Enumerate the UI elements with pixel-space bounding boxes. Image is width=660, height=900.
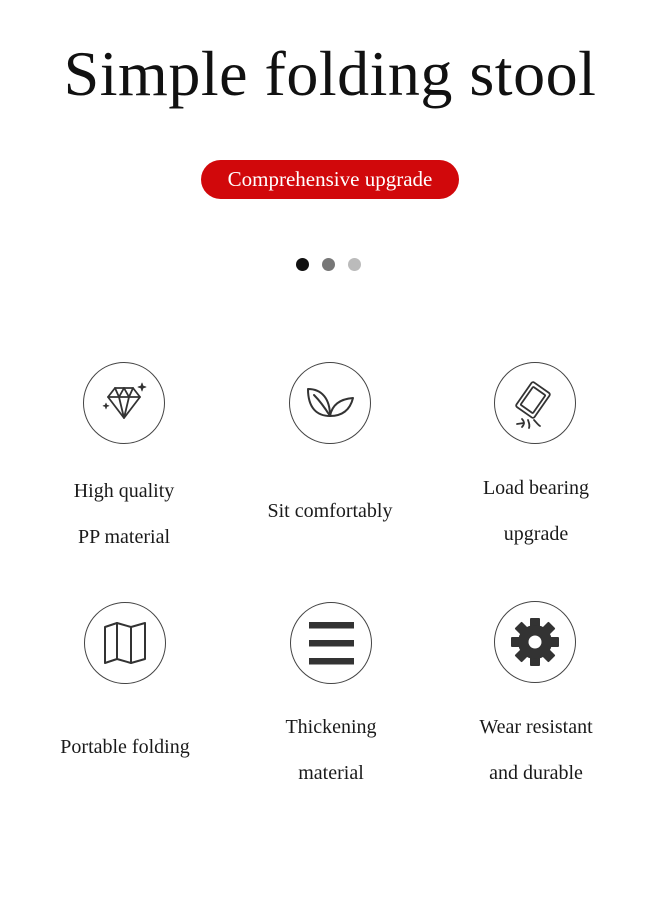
leaf-icon bbox=[289, 362, 371, 444]
upgrade-badge: Comprehensive upgrade bbox=[201, 160, 459, 199]
feature-label-line: PP material bbox=[77, 526, 171, 548]
feature-label-line: and durable bbox=[489, 762, 583, 784]
feature-label-line: Portable folding bbox=[60, 736, 190, 758]
load-card-icon bbox=[494, 362, 576, 444]
gear-icon bbox=[494, 601, 576, 683]
carousel-dot-2[interactable] bbox=[322, 258, 335, 271]
feature-label-line: upgrade bbox=[503, 523, 569, 545]
page-title: Simple folding stool bbox=[63, 38, 597, 109]
feature-label-line: Thickening bbox=[285, 716, 377, 738]
carousel-dot-3[interactable] bbox=[348, 258, 361, 271]
diamond-icon bbox=[83, 362, 165, 444]
feature-label-line: material bbox=[298, 762, 364, 784]
feature-label-line: High quality bbox=[73, 480, 175, 502]
folding-map-icon bbox=[84, 602, 166, 684]
layers-icon bbox=[290, 602, 372, 684]
feature-label-line: Load bearing bbox=[482, 477, 590, 499]
feature-label-line: Wear resistant bbox=[479, 716, 593, 738]
carousel-dot-1[interactable] bbox=[296, 258, 309, 271]
feature-label-line: Sit comfortably bbox=[267, 500, 393, 522]
